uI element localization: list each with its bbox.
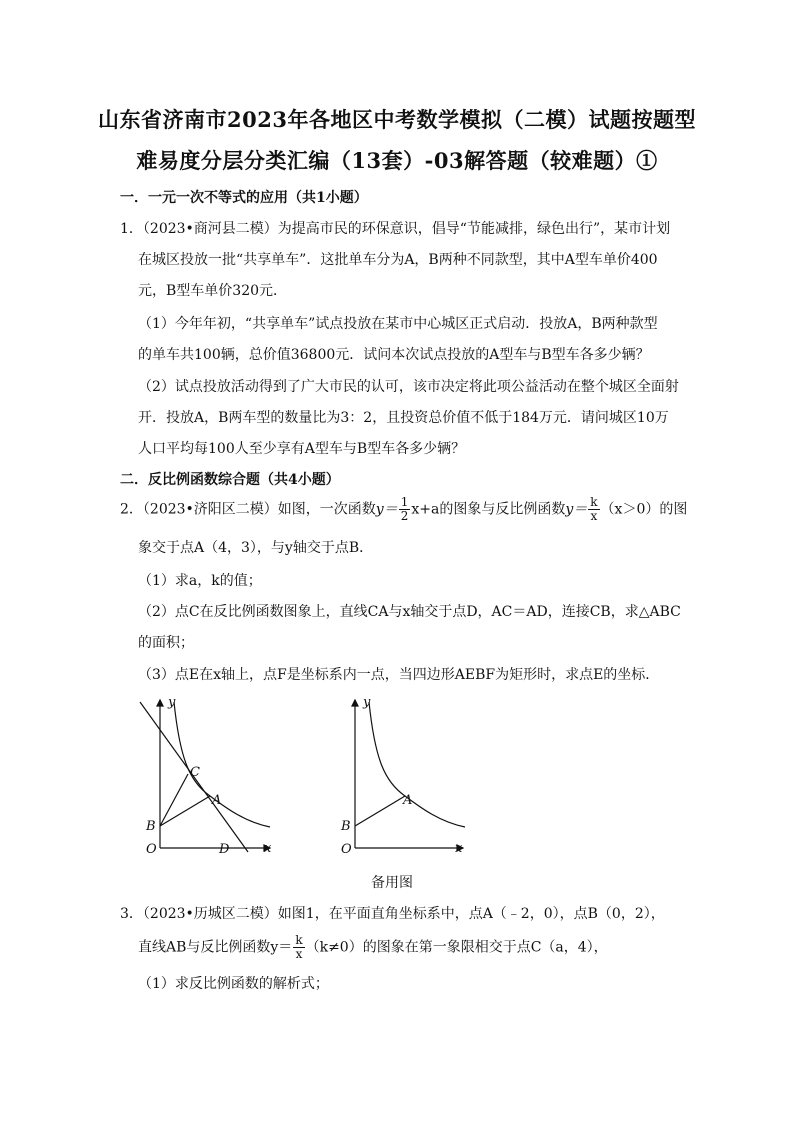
q3-line2-pre: 直线AB与反比例函数y＝ bbox=[138, 939, 293, 956]
q3-frac-num: k bbox=[295, 933, 303, 947]
q2-part2-line1: （2）点C在反比例函数图象上，直线CA与x轴交于点D，AC＝AD，连接CB，求△ABC bbox=[138, 604, 681, 620]
q2-intro: 2．（2023•济阳区二模）如图，一次函数 bbox=[120, 501, 376, 518]
fig1-label-C: C bbox=[190, 765, 200, 780]
fig2-label-O: O bbox=[341, 842, 352, 857]
q2-part2-line2: 的面积； bbox=[138, 635, 194, 651]
q2-fraction-k-over-x bbox=[588, 496, 599, 523]
doc-title-line2: 难易度分层分类汇编（13套）-03解答题（较难题）① bbox=[136, 148, 658, 173]
y-axis-arrow-icon bbox=[157, 700, 163, 706]
q2-eq1-lhs: y＝ bbox=[375, 501, 398, 518]
q2-line1 bbox=[120, 496, 687, 523]
q2-eq2-lhs: y＝ bbox=[565, 501, 588, 518]
q2-frac2-den: x bbox=[590, 509, 598, 523]
hyperbola-curve bbox=[174, 702, 270, 827]
doc-title-line1: 山东省济南市2023年各地区中考数学模拟（二模）试题按题型 bbox=[98, 107, 696, 132]
q2-figure-backup bbox=[325, 690, 475, 860]
q2-fraction-half bbox=[399, 496, 411, 523]
fig1-label-D: D bbox=[219, 842, 230, 857]
q2-figure-main bbox=[130, 690, 280, 860]
q3-line2 bbox=[138, 934, 608, 961]
q1-line2: 在城区投放一批“共享单车”．这批单车分为A，B两种不同款型，其中A型车单价400 bbox=[138, 252, 658, 268]
q2-mid: x+a的图象与反比例函数 bbox=[411, 501, 566, 518]
fig2-label-y: y bbox=[363, 695, 371, 710]
fig2-label-x: x bbox=[455, 841, 463, 856]
backup-figure-caption: 备用图 bbox=[371, 875, 413, 891]
q1-line1: 1．（2023•商河县二模）为提高市民的环保意识，倡导“节能减排，绿色出行”，某市计划 bbox=[120, 221, 671, 237]
q3-fraction-k-over-x bbox=[293, 934, 304, 961]
q3-part1: （1）求反比例函数的解析式； bbox=[138, 976, 329, 992]
q3-line1: 3．（2023•历城区二模）如图1，在平面直角坐标系中，点A（﹣2，0），点B（0，2）， bbox=[120, 906, 665, 922]
fig1-label-x: x bbox=[264, 841, 272, 856]
q2-post: （x＞0）的图 bbox=[600, 501, 688, 518]
q2-frac1-num: 1 bbox=[400, 495, 409, 509]
q1-part1-line1: （1）今年年初，“共享单车”试点投放在某市中心城区正式启动．投放A，B两种款型 bbox=[138, 316, 658, 332]
section-heading-2: 二．反比例函数综合题（共4小题） bbox=[120, 472, 340, 488]
q2-frac2-num: k bbox=[590, 495, 598, 509]
q1-part1-line2: 的单车共100辆，总价值36800元．试问本次试点投放的A型车与B型车各多少辆？ bbox=[138, 347, 650, 363]
q3-frac-den: x bbox=[295, 947, 303, 961]
q2-frac1-den: 2 bbox=[400, 509, 409, 523]
q1-line3: 元，B型车单价320元． bbox=[138, 283, 288, 299]
q1-part2-line1: （2）试点投放活动得到了广大市民的认可，该市决定将此项公益活动在整个城区全面射 bbox=[138, 379, 679, 395]
fig1-label-A: A bbox=[212, 793, 222, 808]
q2-part3: （3）点E在x轴上，点F是坐标系内一点，当四边形AEBF为矩形时，求点E的坐标． bbox=[138, 667, 660, 683]
y-axis-arrow-icon bbox=[352, 700, 358, 706]
q2-part1: （1）求a，k的值； bbox=[138, 573, 262, 589]
hyperbola-curve bbox=[369, 702, 465, 827]
q2-line2: 象交于点A（4，3），与y轴交于点B． bbox=[138, 540, 374, 556]
q1-part2-line2: 开．投放A，B两车型的数量比为3：2，且投资总价值不低于184万元．请问城区10万 bbox=[138, 410, 669, 426]
fig2-label-A: A bbox=[403, 793, 413, 808]
fig1-label-O: O bbox=[146, 842, 157, 857]
fig1-label-y: y bbox=[168, 695, 176, 710]
fig1-label-B: B bbox=[146, 819, 156, 834]
q3-line2-post: （k≠0）的图象在第一象限相交于点C（a，4）， bbox=[305, 939, 608, 956]
segment-BA bbox=[355, 796, 405, 826]
q1-part2-line3: 人口平均每100人至少享有A型车与B型车各多少辆？ bbox=[138, 441, 466, 457]
section-heading-1: 一．一元一次不等式的应用（共1小题） bbox=[120, 190, 368, 206]
fig2-label-B: B bbox=[341, 819, 351, 834]
